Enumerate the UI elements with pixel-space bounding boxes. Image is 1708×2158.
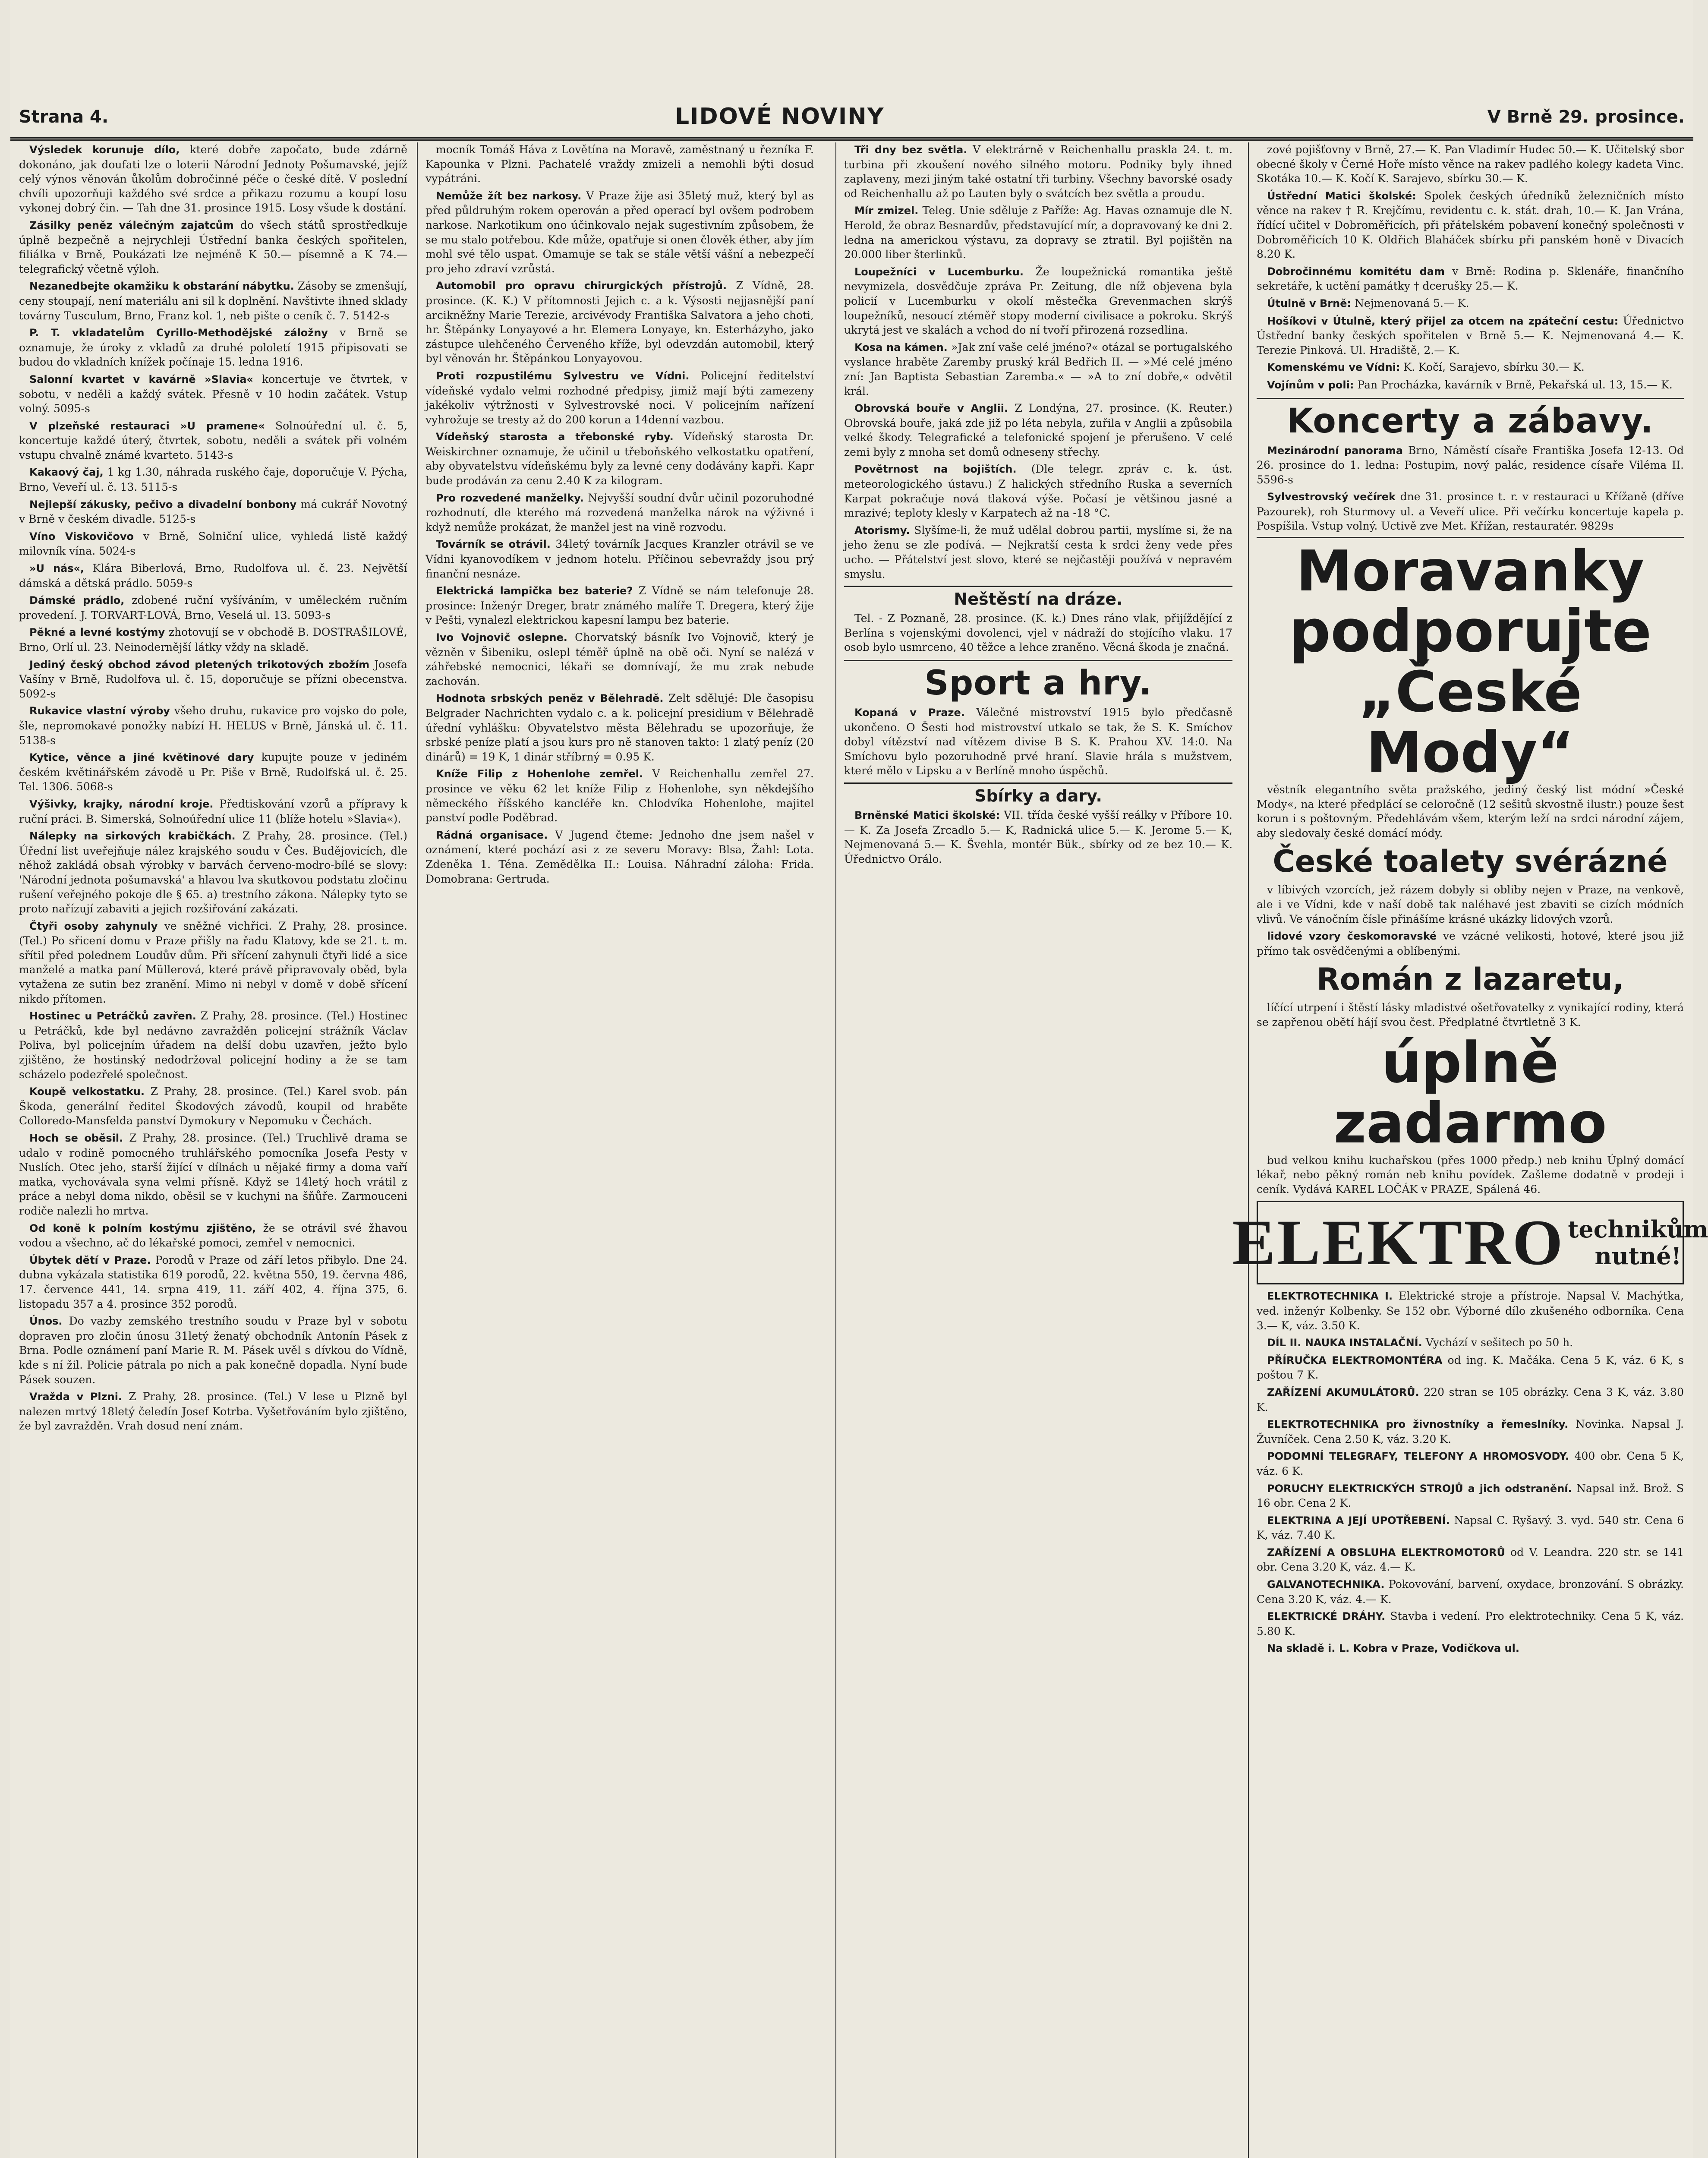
article-item	[1257, 1335, 1684, 1350]
article-text: V Reichenhallu zemřel 27. prosince ve věku 62 let kníže Filip z Hohenlohe, syn někdejšího německého říšského kancléře kn. Chlodvíka Hohenlohe, majitel panství podle Poděbrad.	[425, 767, 814, 824]
ad-headline: „České Mody“	[1358, 659, 1582, 786]
article-headline: Komenskému ve Vídni:	[1267, 361, 1400, 374]
article-text: 34letý továrník Jacques Kranzler otrávil se ve Vídni kyanovodíkem v jednom hotelu. Příčinou sebevraždy jsou prý finanční nesnáze.	[425, 538, 814, 580]
article-item	[844, 523, 1232, 581]
ad-headline: České toalety svérázné	[1273, 844, 1668, 880]
article-text: líčící utrpení i štěstí lásky mladistvé ošetřovatelky z vynikající rodiny, která se zapřenou obětí hájí svou čest. Předplatné čtvrtletně 3 K.	[1257, 1001, 1684, 1029]
article-item	[1257, 142, 1684, 186]
article-item	[844, 142, 1232, 201]
ad-headline: Román z lazaretu,	[1316, 962, 1624, 997]
article-text: Tel. - Z Poznaně, 28. prosince. (K. k.) Dnes ráno vlak, přijíždějící z Berlína s vojenskými dovolenci, vjel v nádraží do stojícího vlaku. 17 osob bylo usmrceno, 40 těžce a lehce zraněno. Věcná škoda je značná.	[844, 612, 1232, 654]
ad-ceske-mody	[1257, 537, 1684, 786]
article-item	[19, 797, 407, 826]
article-text: (Dle telegr. zpráv c. k. úst. meteorologického ústavu.) Z halických středního Ruska a severních Karpat pokračuje nová tlaková výše. Počasí je většinou jasné a mrazivé; teploty klesly v Karpatech až na -18 °C.	[844, 463, 1232, 520]
article-text: Z Prahy, 28. prosince. (Tel.) Úřední list uveřejňuje nález krajského soudu v Čes. Budějovicích, dle něhož zakládá obsah výrobky v barvách červeno-modro-bílé se slovy: 'Národní jednota pošumavská' a hlavou lva skutkovou podstatu zločinu rušení veřejného pokoje dle § 65. a) trestního zákona. Nálepky tyto se proto nařízují zabaviti a jejich rozšiřování zakázati.	[19, 830, 407, 915]
section-heading: Neštěstí na dráze.	[844, 586, 1232, 609]
article-headline: Dámské prádlo,	[29, 594, 125, 607]
article-item	[19, 529, 407, 558]
article-headline: Nemůže žít bez narkosy.	[436, 189, 582, 202]
article-text: Porodů v Praze od září letos přibylo. Dne 24. dubna vykázala statistika 619 porodů, 22. května 550, 19. června 486, 17. července 441, 14. srpna 419, 11. září 402, 4. října 375, 6. listopadu 357 a 4. prosince 352 porodů.	[19, 1253, 408, 1310]
article-headline: Čtyři osoby zahynuly	[29, 920, 158, 932]
article-item	[19, 1314, 407, 1387]
article-headline: ELEKTROTECHNIKA I.	[1267, 1290, 1393, 1303]
article-text: zové pojišťovny v Brně, 27.— K. Pan Vladimír Hudec 50.— K. Učitelský sbor obecné školy v Černé Hoře místo věnce na rakev padlého kolegy kadeta Vinc. Skotáka 10.— K. Kočí K. Sarajevo, sbírku 30.— K.	[1257, 143, 1684, 185]
article-text: Klára Biberlová, Brno, Rudolfova ul. č. 23. Největší dámská a dětská prádlo. 5059-s	[19, 562, 408, 590]
article-headline: ZAŘÍZENÍ AKUMULÁTORŮ.	[1267, 1386, 1419, 1398]
article-item	[19, 1009, 407, 1082]
article-text: Vychází v sešitech po 50 h.	[1425, 1336, 1573, 1349]
newspaper-page	[10, 0, 1708, 2158]
article-item	[844, 203, 1232, 262]
article-text: ve sněžné vichřici. Z Prahy, 28. prosince. (Tel.) Po sřicení domu v Praze přišly na řadu Klatovy, kde se 21. t. m. sřítil před polednem Loudův dům. Při sřícení zahynuli čtyři lidé a sice manželé a matka paní Müllerová, které právě připravovaly oběd, byla vytažena ze sutin bez zranění. Mimo ni nebyl v domě v době sřícení nikdo přítomen.	[19, 919, 407, 1005]
article-headline: Od koně k polním kostýmu zjištěno,	[29, 1222, 256, 1234]
article-headline: Na skladě i. L. Kobra v Praze, Vodičkova ul.	[1267, 1642, 1519, 1655]
article-text: od ing. K. Mačáka. Cena 5 K, váz. 6 K, s poštou 7 K.	[1257, 1353, 1684, 1382]
article-text: V elektrárně v Reichenhallu praskla 24. t. m. turbina při zkoušení nového silného motoru. Podniky byly ihned zaplaveny, mezi jiným také ostatní tři turbiny. Všechny bavorské osady od Reichenhallu až po Lauten byly o svátcích bez světla a proudu.	[844, 143, 1233, 200]
article-item	[1257, 1353, 1684, 1382]
article-headline: »U nás«,	[29, 562, 85, 575]
article-item	[1257, 360, 1684, 375]
page-header	[10, 104, 1693, 141]
article-text: Nejvyšší soudní dvůr učinil pozoruhodné rozhodnutí, dle kterého má rozvedená manželka nárok na výživné i když nemůže prokázat, že manžel jest na vině rozvodu.	[425, 491, 814, 533]
column-divider	[835, 142, 836, 2158]
column-1	[19, 142, 407, 2158]
article-headline: Ivo Vojnovič oslepne.	[436, 631, 567, 644]
article-headline: Povětrnost na bojištích.	[854, 463, 1017, 476]
article-text: Policejní ředitelství vídeňské vydalo velmi rozhodné předpisy, jimiž mají býti zamezeny jakékoliv výtržnosti v Sylvestrovské noci. V policejním nařízení vyhrožuje se tresty až do 200 korun a 14denní vazbou.	[425, 369, 814, 426]
article-item	[19, 419, 407, 463]
section-heading: Koncerty a zábavy.	[1257, 398, 1684, 441]
article-headline: Zásilky peněz válečným zajatcům	[29, 219, 234, 231]
article-text: Stavba i vedení. Pro elektrotechniky. Cena 5 K, váz. 5.80 K.	[1257, 1610, 1684, 1637]
article-item	[19, 1131, 407, 1218]
article-text: Z Vídně, 28. prosince. (K. K.) V přítomnosti Jejich c. a k. Výsosti nejjasnější paní arcikněžny Marie Terezie, arcivévody Františka Salvatora a jeho choti, hr. Štěpánky Lonyayové a hr. Elemera Lonyaye, kn. Esterházyho, jako zástupce ulehčeného Červeného kříže, byl odevzdán automobil, který byl věnován hr. Štěpánkou Lonyayovou.	[425, 279, 814, 365]
article-item	[1257, 1513, 1684, 1543]
article-item	[19, 1253, 407, 1311]
article-headline: Únos.	[29, 1315, 63, 1328]
article-text: Teleg. Unie sděluje z Paříže: Ag. Havas oznamuje dle N. Herold, že obraz Besnardův, představující mír, a dopravovaný ke dni 2. ledna na americkou výstavu, za dopravy se ztratil. Byl pojištěn na 20.000 liber šterlinků.	[844, 204, 1232, 261]
article-item	[425, 369, 814, 427]
article-text: Pokovování, barvení, oxydace, bronzování. S obrázky. Cena 3.20 K, váz. 4.— K.	[1257, 1578, 1684, 1606]
article-item	[19, 750, 407, 794]
article-item	[425, 691, 814, 764]
article-headline: Brněnské Matici školské:	[854, 809, 1000, 821]
article-item	[19, 829, 407, 916]
article-text: Vídeňský starosta Dr. Weiskirchner oznamuje, že učinil u třeboňského velkostatku opatření, aby obyvatelstvu vídeňskému byly za levné ceny dodávány kapři. Kapr bude prodáván za cenu 2.40 K za kilogram.	[425, 430, 814, 487]
article-headline: Hoch se oběsil.	[29, 1132, 123, 1144]
article-headline: Hošíkovi v Útulně, který přijel za otcem na zpáteční cestu:	[1267, 315, 1619, 327]
article-item	[1257, 1641, 1684, 1656]
article-item	[1257, 443, 1684, 487]
article-item	[1257, 1000, 1684, 1029]
article-headline: ELEKTRICKÉ DRÁHY.	[1267, 1610, 1386, 1623]
column-2	[425, 142, 814, 2158]
article-text: Do vazby zemského trestního soudu v Praze byl v sobotu dopraven pro zločin únosu 31letý ženatý obchodník Antonín Pásek z Brna. Podle oznámení paní Marie R. M. Pásek uvěl s dívkou do Vídně, kde s ní žil. Policie pátrala po nich a pak konečně dopadla. Nyní bude Pásek souzen.	[19, 1315, 408, 1386]
article-text: Z Londýna, 27. prosince. (K. Reuter.) Obrovská bouře, jaká zde již po léta nebyla, zuřila v Anglii a způsobila velké škody. Telegrafické a telefonické spojení je přerušeno. V celé zemi byly z mnoha set domů odneseny střechy.	[844, 402, 1232, 458]
article-item	[1257, 883, 1684, 926]
article-item	[425, 142, 814, 186]
article-item	[19, 561, 407, 590]
article-text: kupujte pouze v jediném českém květinářském závodě u Pr. Piše v Brně, Rudolfská ul. č. 25. Tel. 1306. 5068-s	[19, 751, 408, 793]
article-item	[1257, 1417, 1684, 1446]
article-text: mocník Tomáš Háva z Lovětína na Moravě, zaměstnaný u řezníka F. Kapounka v Plzni. Pachatelé vraždy zmizeli a nemohli býti dosud vypátráni.	[425, 143, 814, 185]
article-headline: Tři dny bez světla.	[854, 144, 967, 156]
article-headline: Dobročinnému komitétu dam	[1267, 265, 1445, 278]
article-text: do všech států sprostředkuje úplně bezpečně a nejrychleji Ústřední banka českých spořitelen, filiálka v Brně, Poukázati lze nejméně K 50.— písemně a K 74.— telegrafický včetně výloh.	[19, 218, 408, 275]
article-item	[425, 537, 814, 581]
article-item	[19, 704, 407, 748]
ad-subheadline-line: technikům	[1568, 1215, 1708, 1243]
article-item	[19, 1389, 407, 1433]
article-text: zhotovují se v obchodě B. DOSTRAŠILOVÉ, Brno, Orlí ul. 23. Neinodernější látky vždy na skladě.	[19, 626, 407, 653]
ad-elektro	[1232, 1201, 1708, 1284]
section-heading: Sbírky a dary.	[844, 782, 1232, 805]
article-item	[19, 372, 407, 416]
article-headline: Hostinec u Petráčků zavřen.	[29, 1010, 196, 1022]
newspaper-title: LIDOVÉ NOVINY	[675, 104, 885, 129]
article-text: od V. Leandra. 220 str. se 141 obr. Cena 3.20 K, váz. 4.— K.	[1257, 1546, 1684, 1574]
article-item	[1257, 489, 1684, 533]
article-item	[1257, 1545, 1684, 1574]
column-divider	[417, 142, 418, 2158]
place-date: V Brně 29. prosince.	[1487, 107, 1685, 127]
article-item	[1257, 929, 1684, 958]
article-item	[844, 808, 1232, 866]
column-3	[844, 142, 1232, 2158]
article-item	[19, 465, 407, 494]
article-text: bud velkou knihu kuchařskou (přes 1000 předp.) neb knihu Úplný domácí lékař, nebo pěkný román neb knihu povídek. Zašleme dodatně v prodeji i ceník. Vydává KAREL LOČÁK v PRAZE, Spálená 46.	[1257, 1154, 1684, 1196]
article-headline: ELEKTROTECHNIKA pro živnostníky a řemeslníky.	[1267, 1418, 1569, 1431]
article-headline: Nezanedbejte okamžiku k obstarání nábytku.	[29, 280, 294, 293]
article-headline: lidové vzory českomoravské	[1267, 930, 1437, 943]
article-item	[19, 279, 407, 323]
article-item	[19, 593, 407, 622]
article-item	[1257, 264, 1684, 293]
article-headline: Salonní kvartet v kavárně »Slavia«	[29, 373, 253, 385]
article-headline: PORUCHY ELEKTRICKÝCH STROJŮ a jich odstranění.	[1267, 1482, 1572, 1495]
article-text: Z Prahy, 28. prosince. (Tel.) Truchlivě drama se udalo v rodině pomocného truhlářského pomocníka Josefa Pesty v Nuslích. Otec jeho, starší žijící v dílnách u nějaké firmy a doma vaří matka, vychovávala syna velmi přísně. Když se 14letý hoch vrátil z práce a nebyl doma nikdo, oběsil se v kuchyni na šňůře. Zarmouceni rodiče nalezli ho mrtva.	[19, 1132, 407, 1217]
article-headline: PŘÍRUČKA ELEKTROMONTÉRA	[1267, 1354, 1443, 1366]
article-text: Josefa Vašíny v Brně, Rudolfova ul. č. 15, doporučuje se přízni obecenstva. 5092-s	[19, 658, 408, 700]
article-item	[844, 462, 1232, 520]
article-headline: Kytice, věnce a jiné květinové dary	[29, 751, 254, 764]
article-headline: Proti rozpustilému Sylvestru ve Vídni.	[436, 369, 690, 382]
article-text: Předtiskování vzorů a přípravy k ruční práci. B. Simerská, Solnoúřední ulice 11 (blíže hotelu »Slavia«).	[19, 797, 407, 825]
article-text: věstník elegantního světa pražského, jediný český list módní »České Mody«, na které předplácí se celoročně (12 sešitů skvostně ilustr.) pouze šest korun i s poštovným. Předehlávám všem, kterým leží na srdci národní zájem, aby sledovaly české domácí módy.	[1257, 783, 1684, 839]
article-text: Novinka. Napsal J. Žuvníček. Cena 2.50 K, váz. 3.20 K.	[1257, 1418, 1684, 1445]
article-item	[425, 584, 814, 628]
article-headline: Kakaový čaj,	[29, 466, 104, 479]
article-text: V Jugend čteme: Jednoho dne jsem našel v oznámení, které pochází asi z ze severu Moravy: Blsa, Žahl: Lota. Zdeněka 1. Téna. Zemědělka II.: Louisa. Náhradní záloha: Frida. Domobrana: Gertruda.	[425, 828, 814, 885]
article-text: 220 stran se 105 obrázky. Cena 3 K, váz. 3.80 K.	[1257, 1385, 1684, 1413]
article-headline: Pěkné a levné kostýmy	[29, 626, 165, 639]
article-headline: Víno Viskovičovo	[29, 530, 134, 543]
article-item	[19, 657, 407, 701]
article-headline: Loupežníci v Lucemburku.	[854, 265, 1024, 278]
article-text: Slyšíme-li, že muž udělal dobrou partii, myslíme si, že na jeho ženu se zle podívá. — Nejkratší cesta k srdci ženy vede přes ucho. — Přátelství jest slovo, které se nejčastěji používá v nepravém smyslu.	[844, 524, 1232, 581]
article-text: v líbivých vzorcích, jež rázem dobyly si obliby nejen v Praze, na venkově, ale i ve Vídni, kde v naší době tak naléhavé jest zbaviti se cizích módních vlivů. Ve vánočním čísle přinášíme krásné ukázky lidových vzorů.	[1257, 883, 1684, 925]
article-headline: Mezinárodní panorama	[1267, 444, 1403, 457]
article-headline: Pro rozvedené manželky.	[436, 492, 584, 504]
article-item	[1257, 1385, 1684, 1414]
article-text: Že loupežnická romantika ještě nevymizela, dosvědčuje zpráva Pr. Zeitung, dle níž objevena byla policií v Lucemburku v okolí městečka Grevenmachen skrýš loupežníků, nesoucí ztéměř stopy moderní civilisace a pokroku. Skrýš ukrytá jest ve skalách a vchod do ní tvoří přirozená rozsedlina.	[844, 265, 1232, 337]
article-text: Spolek českých úředníků železničních místo věnce na rakev † R. Krejčímu, revidentu c. k. stát. drah, 10.— K. Jan Vrána, řídící učitel v Dobroměřicích, při přátelském pobavení konečný společnosti v Dobroměřicích 10 K. Oldřich Blaháček sbírku při panském honě v Divacích 8.20 K.	[1257, 189, 1684, 261]
article-headline: Obrovská bouře v Anglii.	[854, 402, 1008, 415]
article-text: Z Prahy, 28. prosince. (Tel.) Karel svob. pán Škoda, generální ředitel Škodových závodů, koupil od hraběte Colloredo-Mansfelda panství Dymokury v Nepomuku v Čechách.	[19, 1085, 407, 1127]
article-text: VII. třída české vyšší reálky v Příbore 10.— K. Za Josefa Zrcadlo 5.— K, Radnická ulice 5.— K. Jerome 5.— K, Nejmenovaná 5.— K. Švehla, montér Bük., sbírky od ze bez 10.— K. Úřednictvo Orálo.	[844, 808, 1232, 865]
article-text: Zásoby se zmenšují, ceny stoupají, není materiálu ani sil k doplnění. Navštivte ihned sklady továrny Tusculum, Brno, Franz kol. 1, neb pište o ceník č. 7. 5142-s	[19, 280, 407, 322]
article-text: v Brně: Rodina p. Sklenáře, finančního sekretáře, k uctění památky † dcerušky 25.— K.	[1257, 265, 1684, 293]
article-item	[425, 189, 814, 276]
article-item	[1257, 1609, 1684, 1638]
article-item	[425, 828, 814, 886]
article-text: V Praze žije asi 35letý muž, který byl as před půldruhým rokem operován a před operací byl ovšem podrobem narkose. Narkotikum ono účinkovalo nejak sugestivním způsobem, že se mu stalo potřebou. Kde může, opatřuje si onen člověk éther, aby jím mohl své tělo uspat. Omamuje se tak se stále větší vášní a nebezpečí pro jeho zdraví vzrůstá.	[425, 189, 814, 275]
article-headline: P. T. vkladatelům Cyrillo-Methodějské záložny	[29, 327, 328, 339]
article-headline: Elektrická lampička bez baterie?	[436, 585, 633, 597]
column-divider	[1248, 142, 1249, 2158]
article-item	[844, 265, 1232, 338]
article-text: Napsal C. Ryšavý. 3. vyd. 540 str. Cena 6 K, váz. 7.40 K.	[1257, 1514, 1684, 1542]
article-item	[1257, 1289, 1684, 1333]
article-text: 1 kg 1.30, náhrada ruského čaje, doporučuje V. Pýcha, Brno, Veveří ul. č. 13. 5115-s	[19, 466, 407, 494]
ad-headline: ELEKTRO	[1232, 1207, 1565, 1279]
ad-headline: úplně zadarmo	[1333, 1029, 1607, 1156]
article-headline: Automobil pro opravu chirurgických přístrojů.	[436, 280, 727, 292]
article-headline: Mír zmizel.	[854, 205, 919, 217]
article-text: »Jak zní vaše celé jméno?« otázal se portugalského vyslance hraběte Zaremby pruský král Bedřich II. — »Mé celé jméno zní: Jan Baptista Sebastian Zaremba.« — »A to zní dobře,« odvětil král.	[844, 341, 1233, 398]
article-headline: Výšivky, krajky, národní kroje.	[29, 798, 214, 810]
article-item	[844, 401, 1232, 459]
ad-subheadline	[1568, 1216, 1708, 1269]
article-headline: Rukavice vlastní výroby	[29, 705, 170, 717]
article-headline: Kníže Filip z Hohenlohe zemřel.	[436, 768, 643, 780]
article-text: 400 obr. Cena 5 K, váz. 6 K.	[1257, 1450, 1684, 1477]
article-text: Napsal inž. Brož. S 16 obr. Cena 2 K.	[1257, 1482, 1684, 1510]
article-headline: PODOMNÍ TELEGRAFY, TELEFONY A HROMOSVODY.	[1267, 1450, 1569, 1463]
article-text: v Brně se oznamuje, že úroky z vkladů za druhé pololetí 1915 připisovati se budou do vkladních knížek počínaje 15. ledna 1916.	[19, 326, 407, 369]
article-headline: GALVANOTECHNIKA.	[1267, 1578, 1385, 1591]
article-item	[425, 767, 814, 825]
article-text: Elektrické stroje a přístroje. Napsal V. Machýtka, ved. inženýr Kolbenky. Se 152 obr. Výborné dílo zkušeného odborníka. Cena 3.— K, váz. 3.50 K.	[1257, 1290, 1684, 1332]
column-4	[1232, 142, 1708, 2158]
article-text: Brno, Náměstí císaře Františka Josefa 12-13. Od 26. prosince do 1. ledna: Postupim, nový palác, residence císaře Viléma II. 5596-s	[1257, 444, 1684, 486]
article-item	[1257, 1449, 1684, 1478]
article-text: v Brně, Solniční ulice, vyhledá listě každý milovník vína. 5024-s	[19, 530, 407, 558]
article-headline: Hodnota srbských peněz v Bělehradě.	[436, 692, 664, 705]
article-headline: Ústřední Matici školské:	[1267, 189, 1416, 202]
article-text: všeho druhu, rukavice pro vojsko do pole, šle, nepromokavé ponožky nabízí H. HELUS v Brně, Jánská ul. č. 11. 5138-s	[19, 704, 407, 747]
article-item	[425, 491, 814, 535]
article-headline: Rádná organisace.	[436, 829, 548, 841]
article-headline: Vojínům v poli:	[1267, 379, 1354, 391]
article-text: zdobené ruční vyšíváním, v uměleckém ručním provedení. J. TORVART-LOVÁ, Brno, Veselá ul. 13. 5093-s	[19, 594, 407, 622]
article-item	[19, 625, 407, 654]
article-text: Solnoúřední ul. č. 5, koncertuje každé úterý, čtvrtek, sobotu, neděli a svátek při volném vstupu chvalně známé kvarteto. 5143-s	[19, 419, 407, 461]
article-headline: Sylvestrovský večírek	[1267, 491, 1396, 503]
article-text: dne 31. prosince t. r. v restauraci u Křížaně (dříve Pazourek), roh Sturmovy ul. a Veveří ulice. Při večírku koncertuje kapela p. Pospíšila. Vstup volný. Uctivě zve Met. Křížan, restauratér. 9829s	[1257, 490, 1684, 533]
article-headline: Kosa na kámen.	[854, 341, 948, 353]
article-headline: ZAŘÍZENÍ A OBSLUHA ELEKTROMOTORŮ	[1267, 1546, 1505, 1559]
article-text: Z Vídně se nám telefonuje 28. prosince: Inženýr Dreger, bratr známého malíře T. Dregera, který žije v Pešti, vynalezl elektrickou kapesní lampu bez baterie.	[425, 584, 814, 627]
article-headline: Nálepky na sirkových krabičkách.	[29, 830, 236, 842]
article-item	[19, 142, 407, 215]
page-number: Strana 4.	[19, 107, 109, 127]
article-text: koncertuje ve čtvrtek, v sobotu, v neděli a každý svátek. Přesně v 10 hodin začátek. Vstup volný. 5095-s	[19, 372, 408, 415]
article-headline: Koupě velkostatku.	[29, 1085, 145, 1098]
article-text: které dobře započato, bude zdárně dokonáno, jak doufati lze o loterii Národní Jednoty Pošumavské, jejíž celý výnos věnován ůkolům dobročinné péče o české dítě. V poslední chvíli upozorňuji každého své srdce a přikazu rozumu a koupí losu vykonej dobrý čin. — Tah dne 31. prosince 1915. Losy všude k dostání.	[19, 143, 407, 215]
article-item	[1257, 189, 1684, 262]
article-item	[1257, 314, 1684, 358]
article-text: Pan Procházka, kavárník v Brně, Pekařská ul. 13, 15.— K.	[1357, 378, 1673, 391]
article-text: Úřednictvo Ústřední banky českých spořitelen v Brně 5.— K. Nejmenovaná 4.— K. Terezie Pinková. Ul. Hradiště, 2.— K.	[1257, 314, 1684, 357]
article-item	[1257, 782, 1684, 840]
article-item	[19, 919, 407, 1006]
article-text: Z Prahy, 28. prosince. (Tel.) V lese u Plzně byl nalezen mrtvý 18letý čeledín Josef Kotrba. Vyšetřováním bylo zjištěno, že byl zavražděn. Vrah dosud není znám.	[19, 1390, 407, 1432]
article-headline: Výsledek korunuje dílo,	[29, 144, 180, 156]
article-text: Zelt sdělujé: Dle časopisu Belgrader Nachrichten vydalo c. a k. policejní presidium v Bělehradě úřední vyhlášku: Obyvatelstvo města Bělehradu se upozorňuje, že srbské peníze platí a jsou kurs pro ně stanoven takto: 1 zlatý peníz (20 dinárů) = 19 K, 1 dinár stříbrný = 0.95 K.	[425, 692, 814, 763]
article-headline: DÍL II. NAUKA INSTALAČNÍ.	[1267, 1337, 1422, 1349]
article-headline: Atorismy.	[854, 524, 910, 536]
article-item	[1257, 1481, 1684, 1511]
article-headline: Nejlepší zákusky, pečivo a divadelní bonbony	[29, 498, 297, 511]
article-item	[19, 1084, 407, 1128]
article-text: ve vzácné velikosti, hotové, které jsou již přímo tak osvědčenými a oblíbenými.	[1257, 930, 1684, 957]
article-item	[844, 611, 1232, 655]
article-text: K. Kočí, Sarajevo, sbírku 30.— K.	[1403, 361, 1585, 374]
article-item	[844, 340, 1232, 398]
article-item	[844, 705, 1232, 778]
ad-headline: Moravanky	[1296, 538, 1645, 604]
article-headline: V plzeňské restauraci »U pramene«	[29, 420, 265, 432]
article-text: má cukrář Novotný v Brně v českém divadle. 5125-s	[19, 498, 407, 526]
article-headline: Jediný český obchod závod pletených trikotových zbožím	[29, 658, 370, 671]
section-heading: Sport a hry.	[844, 660, 1232, 703]
article-text: Z Prahy, 28. prosince. (Tel.) Hostinec u Petráčků, kde byl nedávno zavražděn policejní strážník Václav Poliva, byl policejním úřadem na delší dobu uzavřen, ježto bylo zjištěno, že hostinský nedodržoval policejní hodiny a že se tam scházelo podezřelé společnost.	[19, 1010, 407, 1081]
article-text: že se otrávil své žhavou vodou a všechno, ač do lékařské pomoci, zemřel v nemocnici.	[19, 1221, 407, 1249]
article-text: Nejmenovaná 5.— K.	[1355, 297, 1469, 309]
ad-headline: podporujte	[1289, 597, 1652, 666]
article-item	[19, 497, 407, 527]
article-text: Chorvatský básník Ivo Vojnovič, který je vězněn v Šibeniku, oslepl téměř úplně na obě oči. Nyní se nalézá v záhřebské nemocnici, lékaři se domnívají, že mu zrak nebude zachován.	[425, 631, 814, 688]
article-item	[19, 218, 407, 276]
article-item	[1257, 1153, 1684, 1197]
article-item	[1257, 1577, 1684, 1606]
article-item	[19, 1221, 407, 1250]
article-headline: Úbytek dětí v Praze.	[29, 1254, 151, 1266]
article-headline: Vídeňský starosta a třebonské ryby.	[436, 431, 674, 443]
article-headline: Útulně v Brně:	[1267, 297, 1352, 309]
ad-subheadline-line: nutné!	[1595, 1242, 1682, 1270]
article-item	[425, 630, 814, 688]
article-headline: ELEKTRINA A JEJÍ UPOTŘEBENÍ.	[1267, 1514, 1450, 1527]
article-item	[425, 429, 814, 488]
article-item	[1257, 296, 1684, 311]
article-text: Válečné mistrovství 1915 bylo předčasně ukončeno. O Šesti hod mistrovství utkalo se tak, že S. K. Smíchov dobyl vítězství nad vítězem divise B S. K. Prahou XV. 14:0. Na Smíchovu bylo pozoruhodně prvé hraní. Slavie hrála s mužstvem, které mělo v Lipsku a v Berlíně mnoho úspěchů.	[844, 706, 1232, 777]
article-item	[425, 278, 814, 366]
article-item	[19, 325, 407, 369]
article-headline: Továrník se otrávil.	[436, 538, 551, 551]
article-headline: Vražda v Plzni.	[29, 1391, 123, 1403]
article-item	[1257, 378, 1684, 393]
article-headline: Kopaná v Praze.	[854, 707, 965, 719]
